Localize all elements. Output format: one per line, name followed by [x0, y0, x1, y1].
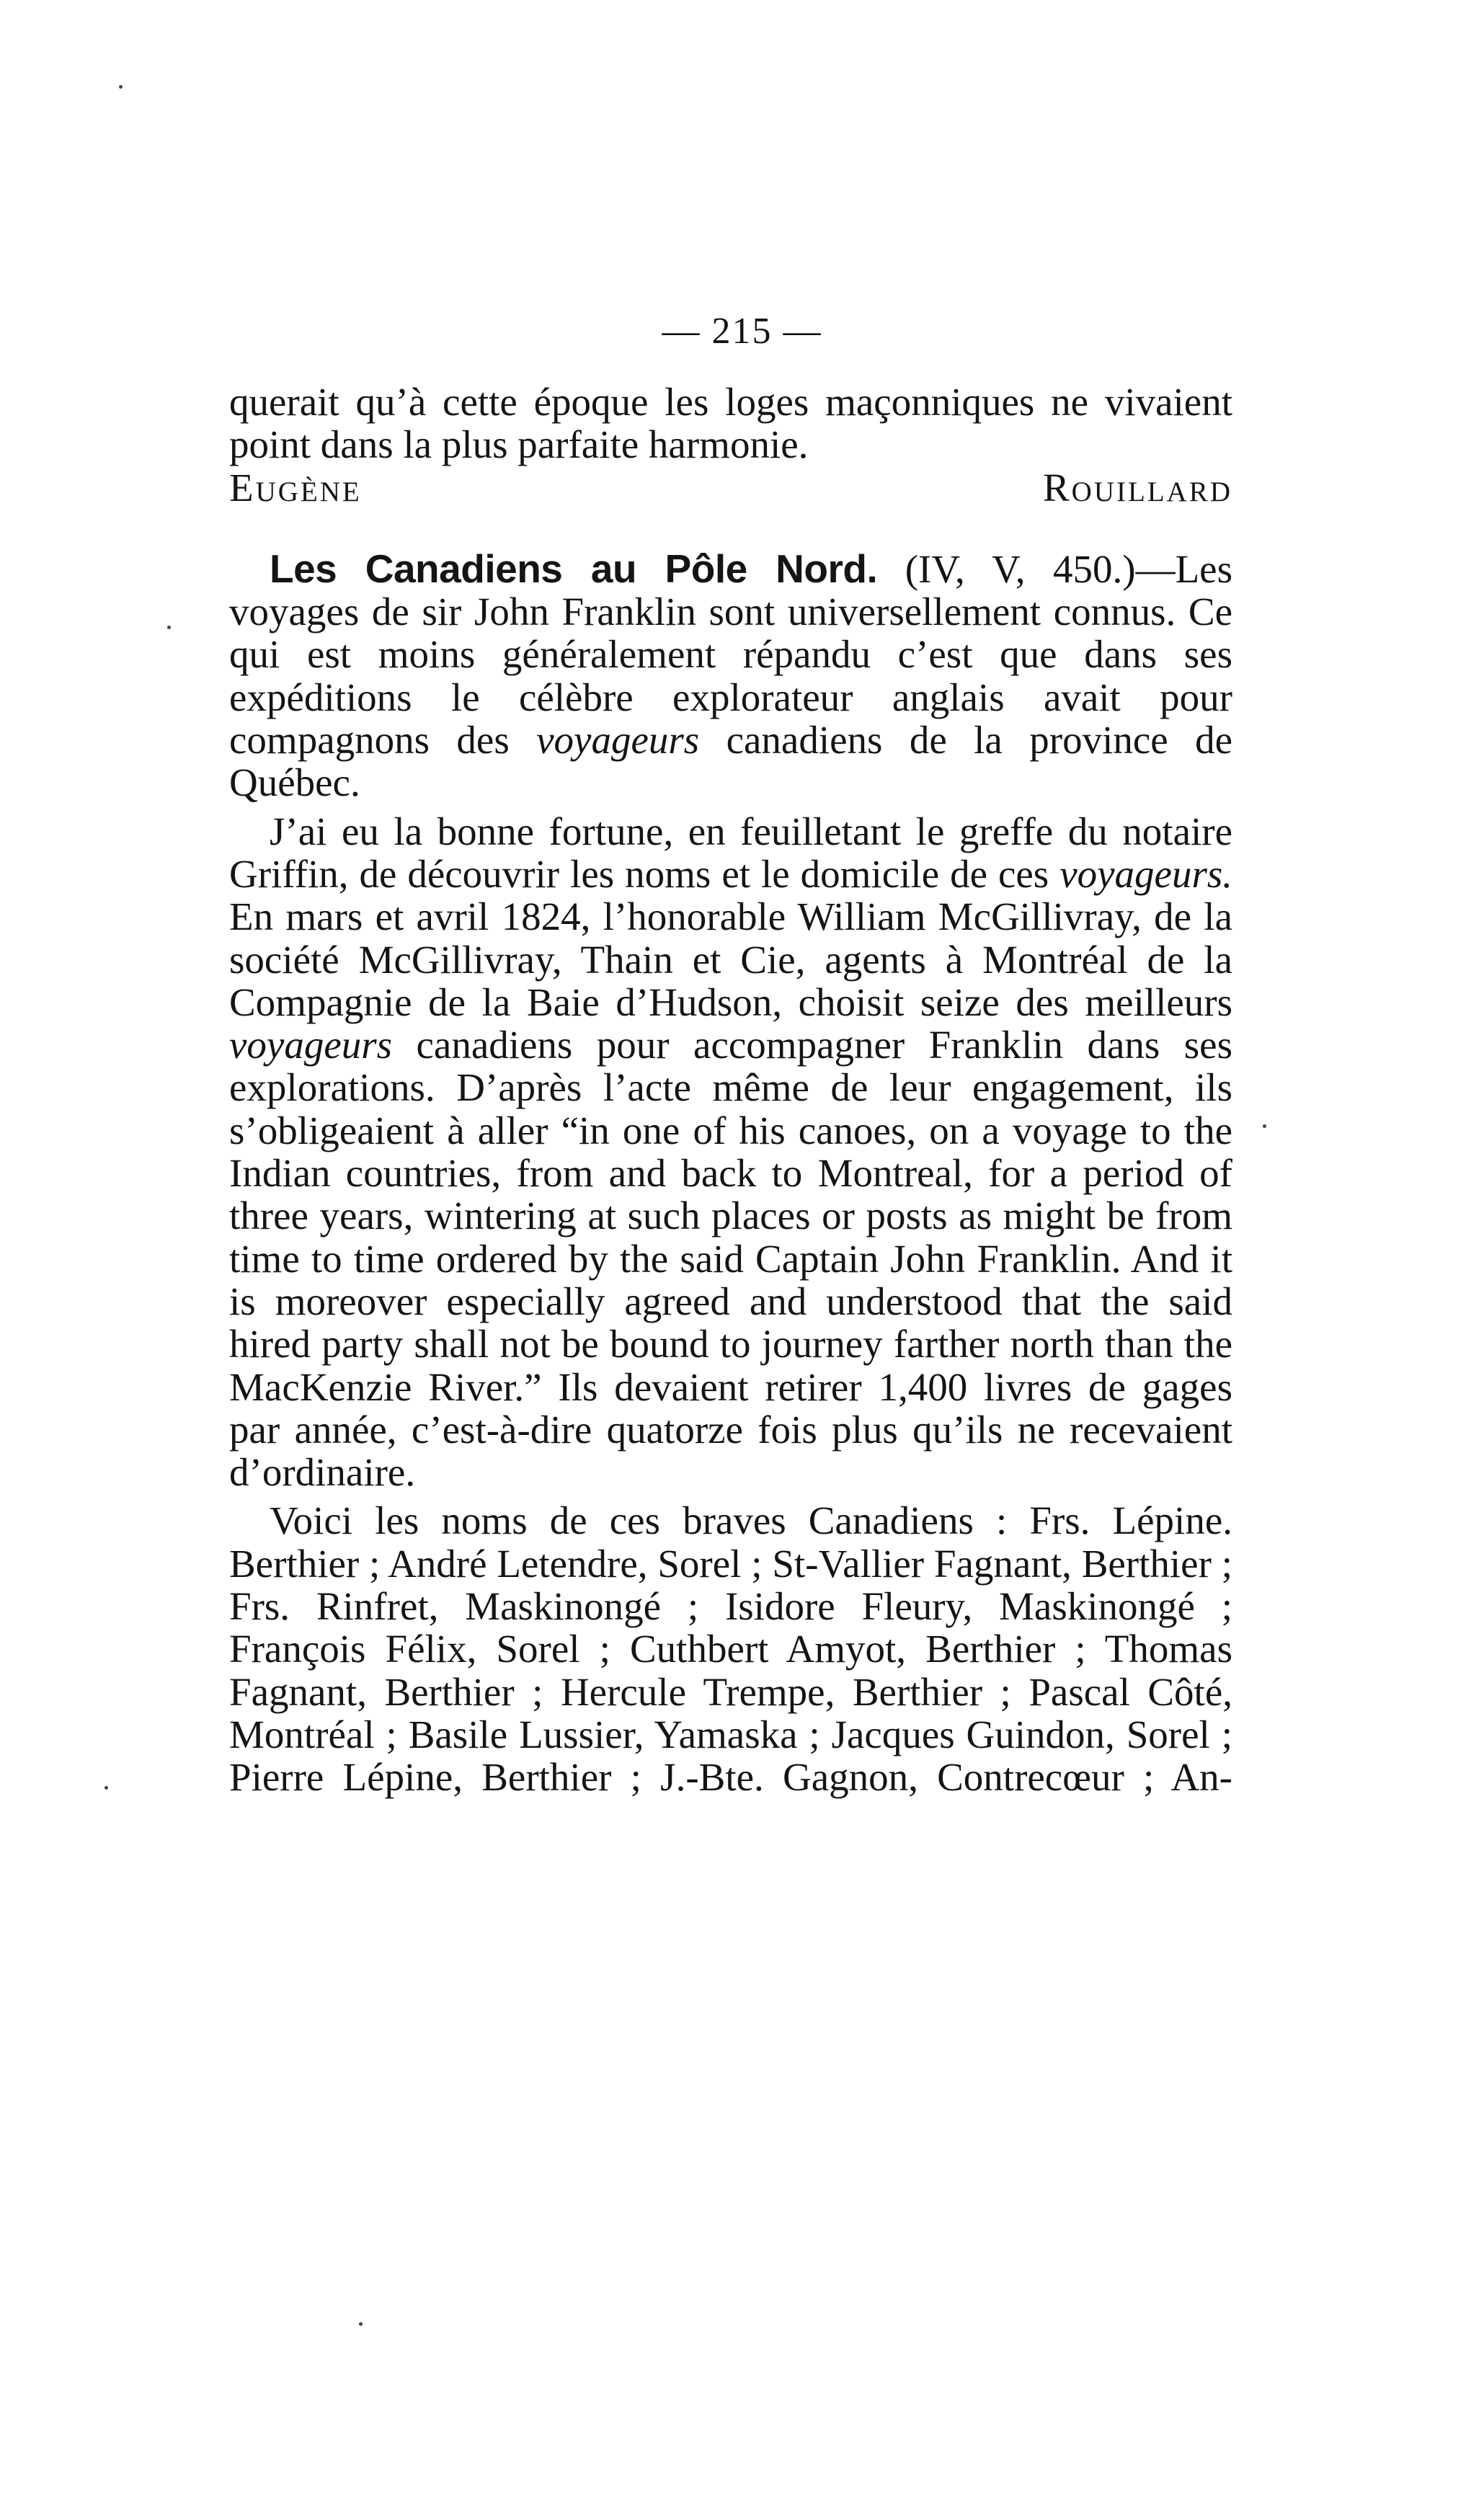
p2-tail: canadiens pour accompagner Franklin dans ses explorations. D’après l’acte même de leur engagement, ils s’obligeaient à aller “in one of his canoes, on a voyage to the Indian countries, from and back to Montreal, for a period of three years, wintering at such places or posts as might be from time to time ordered by the said Captain John Franklin. And it is moreover especially agreed and understood that the said hired party shall not be bound to journey farther north than the MacKenzie River.” Ils devaient retirer 1,400 livres de gages par année, c’est-à-dire quatorze fois plus qu’ils ne recevaient d’ordinaire.: [229, 1023, 1232, 1495]
scan-speck: [1263, 1124, 1266, 1128]
article-heading: Les Canadiens au Pôle Nord.: [270, 546, 878, 591]
article-reference: (IV, V, 450.): [877, 546, 1136, 591]
p2-mid: En mars et avril 1824, l’honorable William McGillivray, de la société McGillivray, Thain et Cie, agents à Montréal de la Compagnie de la Baie d’Hudson, choisit seize des meilleurs: [229, 894, 1232, 1024]
article-paragraph-3: Voici les noms de ces braves Canadiens : Frs. Lépine. Berthier ; André Letendre, Sorel ; St-Vallier Fagnant, Berthier ; Frs. Rinfret, Maskinongé ; Isidore Fleury, Maskinongé ; François Félix, Sorel ; Cuthbert Amyot, Berthier ; Thomas Fagnant, Berthier ; Hercule Trempe, Berthier ; Pascal Côté, Montréal ; Basile Lussier, Yamaska ; Jacques Guindon, Sorel ; Pierre Lépine, Berthier ; J.-Bte. Gagnon, Contrecœur ; An-: [229, 1498, 1232, 1800]
article-paragraph-1: [229, 548, 1232, 804]
article-paragraph-2: [229, 810, 1232, 1494]
p1-italic: voyageurs: [536, 718, 700, 763]
p2-italic-1: voyageurs.: [1059, 851, 1232, 896]
page-text: [229, 381, 1232, 1799]
p2-italic-2: voyageurs: [229, 1023, 393, 1067]
intro-paragraph: querait qu’à cette époque les loges maçonniques ne vivaient point dans la plus parfaite harmonie.: [229, 380, 1232, 467]
p2-lead: J’ai eu la bonne fortune, en feuilletant le greffe du notaire Griffin, de découvrir les noms et le domicile de ces: [229, 809, 1232, 896]
page-number: — 215 —: [662, 311, 822, 352]
scan-speck: [105, 1786, 108, 1790]
scan-speck: [167, 626, 171, 629]
scan-speck: [119, 85, 123, 89]
scan-speck: [359, 2322, 363, 2326]
author-signature: Eugène Rouillard: [229, 465, 1232, 510]
p1-tail: canadiens de la province de Québec.: [229, 718, 1232, 805]
p1-lead: —Les voyages de sir John Franklin sont universellement connus. Ce qui est moins généralement répandu c’est que dans ses expéditions le célèbre explorateur anglais avait pour compagnons des: [229, 546, 1232, 763]
